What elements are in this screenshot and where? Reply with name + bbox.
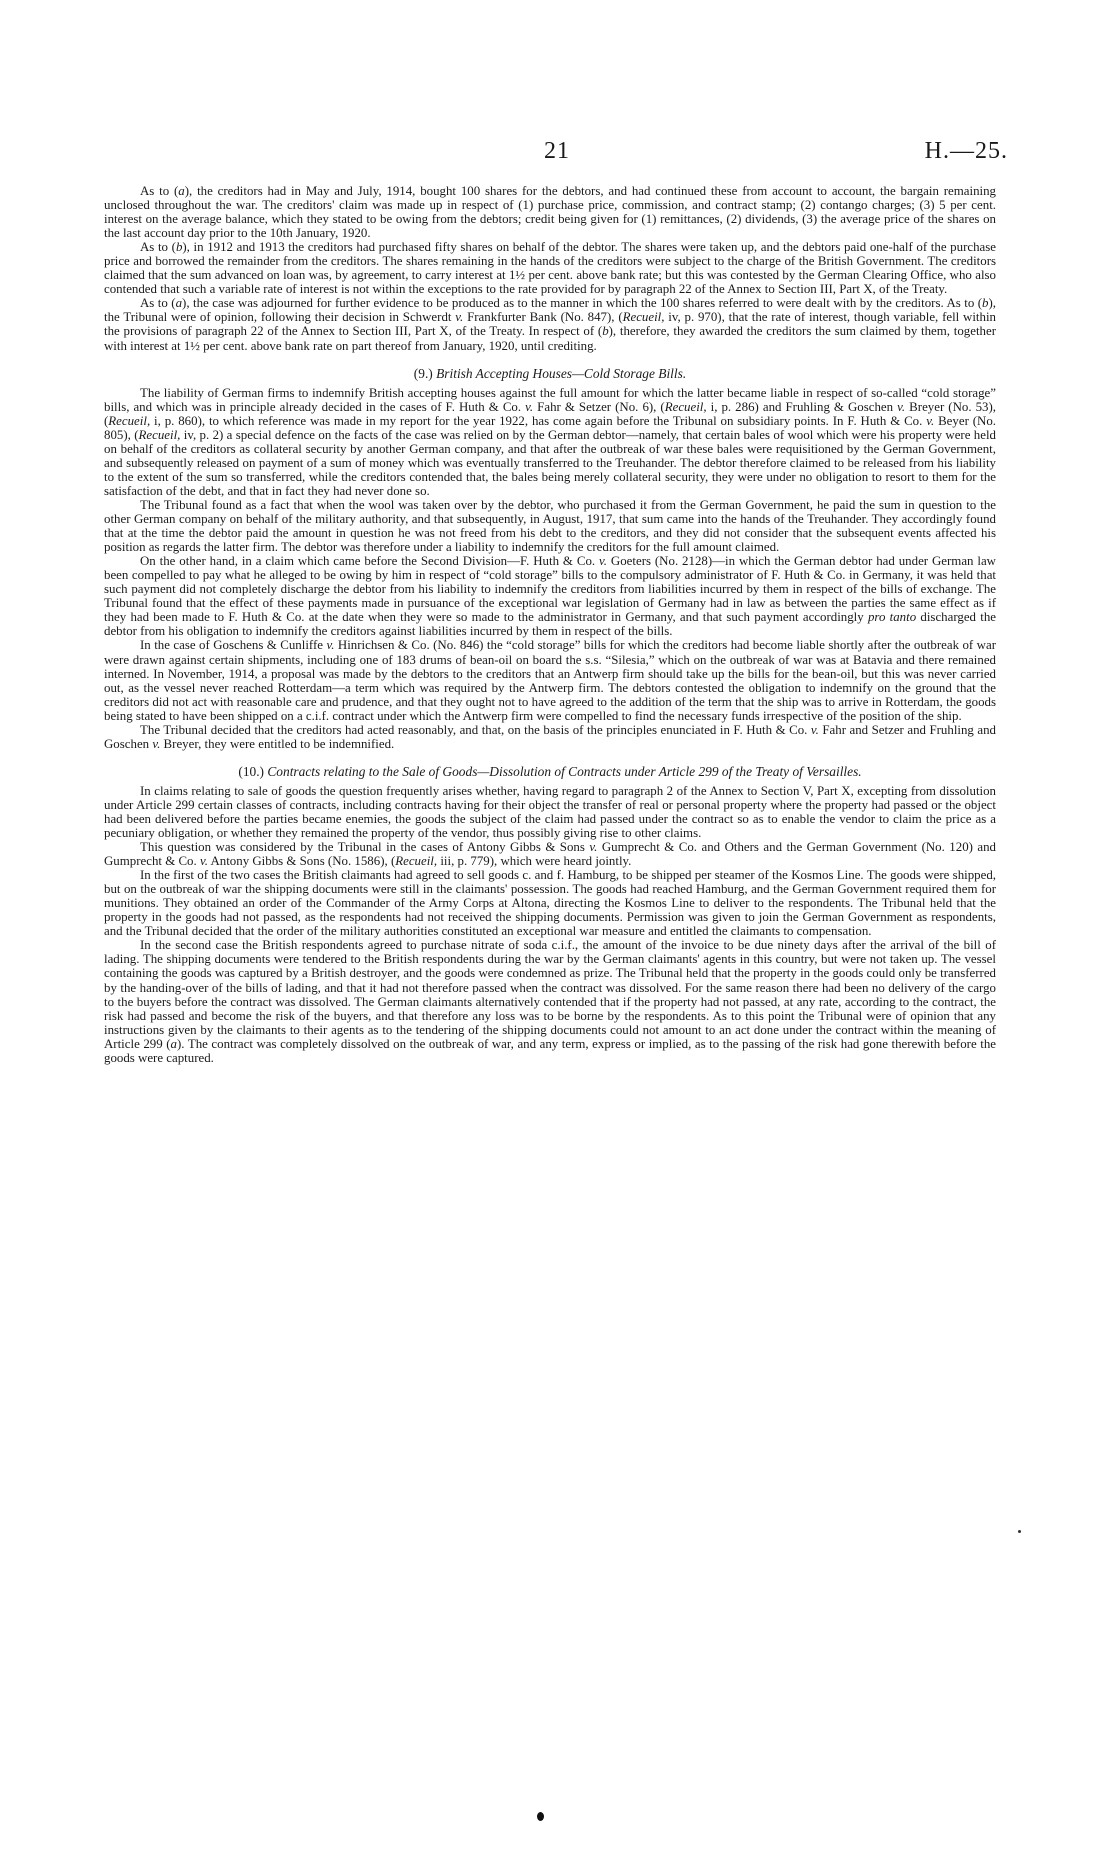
- text-run: Frankfurter Bank (No. 847), (: [463, 310, 623, 325]
- text-run: The Tribunal found as a fact that when the wool was taken over by the debtor, who purchased it from the German Government, he paid the sum in question to the other German company on behalf of the military authority, and that subsequently, in August, 1917, that sum came into the hands of the Treuhander. They accordingly found that at the time the debtor paid the amount in question he was not freed from his debt to the creditors, and they did not consider that the subsequent events affected his position as regards the latter firm. The debtor was therefore under a liability to indemnify the creditors for the full amount claimed.: [104, 497, 996, 555]
- text-run: As to (: [140, 240, 176, 255]
- italic-text: a: [178, 184, 185, 198]
- text-run: This question was considered by the Tribunal in the cases of Antony Gibbs & Sons: [140, 840, 590, 855]
- body-paragraph: [104, 498, 996, 554]
- text-run: Fahr & Setzer (No. 6), (: [533, 399, 665, 414]
- text-run: As to (: [140, 184, 179, 198]
- text-run: ), the case was adjourned for further evidence to be produced as to the manner in which the 100 shares referred to were dealt with by the creditors. As to (: [182, 296, 983, 311]
- italic-text: v.: [199, 854, 208, 869]
- section-number: (9.): [413, 365, 437, 381]
- margin-mark: [1018, 1530, 1021, 1533]
- italic-text: v.: [897, 399, 906, 414]
- italic-text: Recueil,: [138, 427, 181, 442]
- body-paragraph: [104, 840, 996, 868]
- italic-text: v.: [326, 638, 335, 653]
- text-run: In the first of the two cases the British claimants had agreed to sell goods c. and f. Hamburg, to be shipped per steamer of the Kosmos Line. The goods were shipped, but on the outbreak of war the shipping documents were still in the claimants' possession. The goods had reached Hamburg, and the German Government required them for munitions. They obtained an order of the Commander of the Army Corps at Altona, directing the Kosmos Line to deliver to the respondents. The Tribunal held that the property in the goods had not passed, as the respondents had not received the shipping documents. Permission was given to join the German Government as respondents, and the Tribunal decided that the order of the military authorities constituted an exceptional war measure and entitled the claimants to compensation.: [104, 868, 996, 939]
- document-reference: H.—25.: [924, 138, 1008, 164]
- italic-text: Recueil,: [622, 310, 665, 325]
- section-heading: [104, 367, 996, 381]
- bottom-dot-mark: [537, 1812, 544, 1821]
- italic-text: v.: [152, 736, 161, 751]
- body-paragraph: [104, 938, 996, 1064]
- italic-text: b: [175, 240, 183, 255]
- body-paragraph: [104, 868, 996, 938]
- section-title: British Accepting Houses—Cold Storage Bills.: [436, 365, 687, 381]
- italic-text: v.: [810, 722, 819, 737]
- text-run: iii, p. 779), which were heard jointly.: [437, 854, 632, 869]
- italic-text: b: [602, 324, 609, 339]
- text-run: ). The contract was completely dissolved on the outbreak of war, and any term, express or implied, as to the passing of the risk had gone therewith before the goods were captured.: [104, 1036, 996, 1065]
- text-run: Hinrichsen & Co. (No. 846) the “cold storage” bills for which the creditors had become liable shortly after the outbreak of war were drawn against certain shipments, including one of 183 drums of bean-oil on board the s.s. “Silesia,” which on the outbreak of war was at Batavia and there remained interned. In November, 1914, a proposal was made by the debtors to the creditors that an Antwerp firm should take up the bills for the bean-oil, but this was never carried out, as the vessel never reached Rotterdam—a term which was required by the Antwerp firm. The debtors contested the obligation to indemnify on the ground that the creditors did not act with reasonable care and prudence, and that they ought not to have agreed to the addition of the term that the ship was to arrive in Rotterdam, the goods being stated to have been shipped on a c.i.f. contract under which the Antwerp firm were compelled to find the necessary funds irrespective of the position of the ship.: [104, 638, 996, 723]
- text-run: Beyer (No. 805), (: [104, 413, 996, 442]
- page-number: 21: [544, 138, 570, 164]
- text-run: i, p. 286) and Fruhling & Goschen: [706, 399, 898, 414]
- text-run: Gumprecht & Co. and Others and the German Government (No. 120) and Gumprecht & Co.: [104, 840, 997, 869]
- italic-text: a: [170, 1036, 177, 1051]
- text-run: iv, p. 2) a special defence on the facts of the case was relied on by the German debtor—namely, that certain bales of wool which were his property were held on behalf of the creditors as collateral security by another German company, and that after the outbreak of war these bales were requisitioned by the German Government, and subsequently released on payment of a sum of money which was eventually transferred to the Treuhander. The debtor therefore claimed to be released from his liability to the extent of the sum so transferred, while the creditors contended that, the bales being merely collateral security, they were under no obligation to resort to them for the satisfaction of the debt, and that in fact they had never done so.: [104, 427, 996, 498]
- text-run: The Tribunal decided that the creditors had acted reasonably, and that, on the basis of the principles enunciated in F. Huth & Co.: [140, 722, 811, 737]
- italic-text: Recueil,: [395, 854, 438, 869]
- text-run: ), the creditors had in May and July, 1914, bought 100 shares for the debtors, and had continued these from account to account, the bargain remaining unclosed throughout the war. The creditors' claim was made up in respect of (1) purchase price, commission, and contract stamp; (2) contango charges; (3) 5 per cent. interest on the average balance, which they stated to be owing from the debtors; credit being given for (1) remittances, (2) dividends, (3) the average price of the shares on the last account day prior to the 10th January, 1920.: [104, 184, 996, 241]
- body-paragraph: [104, 784, 996, 840]
- body-paragraph: [104, 638, 996, 722]
- text-run: discharged the debtor from his obligation to indemnify the creditors against liabilities incurred by them in respect of the bills.: [104, 610, 997, 639]
- text-run: iv, p. 970), that the rate of interest, though variable, fell within the provisions of paragraph 22 of the Annex to Section III, Part X, of the Treaty. In respect of (: [104, 310, 996, 339]
- body-paragraph: [104, 723, 996, 751]
- italic-text: v.: [525, 399, 534, 414]
- body-paragraph: [104, 554, 996, 638]
- italic-text: Recueil,: [664, 399, 707, 414]
- section-number: (10.): [238, 763, 268, 779]
- text-run: On the other hand, in a claim which came before the Second Division—F. Huth & Co.: [140, 554, 600, 569]
- text-run: Breyer (No. 53), (: [104, 399, 996, 428]
- italic-text: Recueil,: [108, 413, 151, 428]
- italic-text: pro tanto: [867, 610, 917, 625]
- italic-text: v.: [599, 554, 608, 569]
- text-run: i, p. 860), to which reference was made in my report for the year 1922, has come again before the Tribunal on subsidiary points. In F. Huth & Co.: [150, 413, 927, 428]
- body-paragraph: [104, 184, 996, 240]
- text-run: In the case of Goschens & Cunliffe: [140, 638, 327, 653]
- body-paragraph: [104, 240, 996, 296]
- text-run: Breyer, they were entitled to be indemnified.: [160, 736, 395, 751]
- text-run: In the second case the British respondents agreed to purchase nitrate of soda c.i.f., the amount of the invoice to be due ninety days after the arrival of the bill of lading. The shipping documents were tendered to the British respondents during the war by the German claimants' agents in this country, but were not taken up. The vessel containing the goods was captured by a British destroyer, and the goods were condemned as prize. The Tribunal held that the property in the goods could only be transferred by the handing-over of the bills of lading, and that it had not therefore passed when the contract was dissolved. For the same reason there had been no delivery of the cargo to the buyers before the contract was dissolved. The German claimants alternatively contended that if the property had not passed, at any rate, according to the contract, the risk had passed and become the risk of the buyers, and that therefore any loss was to be borne by the respondents. As to this point the Tribunal were of opinion that any instructions given by the claimants to their agents as to the tendering of the shipping documents could not amount to an act done under the contract within the meaning of Article 299 (: [104, 938, 996, 1051]
- section-title: Contracts relating to the Sale of Goods—Dissolution of Contracts under Article 299 of the Treaty of Versailles.: [267, 763, 862, 779]
- text-run: The liability of German firms to indemnify British accepting houses against the full amount for which the latter became liable in respect of so-called “cold storage” bills, and which was in principle already decided in the cases of F. Huth & Co.: [104, 385, 996, 414]
- text-run: Fahr and Setzer and Fruhling and Goschen: [104, 722, 996, 751]
- italic-text: v.: [926, 413, 935, 428]
- italic-text: b: [982, 296, 989, 311]
- text-run: Goeters (No. 2128)—in which the German debtor had under German law been compelled to pay what he alleged to be owing by him in respect of “cold storage” bills to the compulsory administrator of F. Huth & Co. in Germany, it was held that such payment did not completely discharge the debtor from his liability to indemnify the creditors from liabilities incurred by them in respect of the bills of exchange. The Tribunal found that the effect of these payments made in pursuance of the exceptional war legislation of Germany had in law as between the parties the same effect as if they had been made to F. Huth & Co. at the date when they were so made to the administrator in Germany, and that such payment accordingly: [104, 554, 996, 625]
- text-run: In claims relating to sale of goods the question frequently arises whether, having regard to paragraph 2 of the Annex to Section V, Part X, excepting from dissolution under Article 299 certain classes of contracts, including contracts having for their object the transfer of real or personal property where the property had passed or the object had been delivered before the parties became enemies, the goods the subject of the claim had passed under the contract so as to enable the vendor to claim the price as a pecuniary obligation, or whether they remained the property of the vendor, thus possibly giving rise to other claims.: [104, 783, 996, 841]
- section-heading: [104, 765, 996, 779]
- text-run: ), the Tribunal were of opinion, following their decision in Schwerdt: [104, 296, 996, 325]
- text-run: Antony Gibbs & Sons (No. 1586), (: [207, 854, 396, 869]
- text-run: As to (: [140, 296, 176, 311]
- italic-text: v.: [455, 310, 464, 325]
- italic-text: v.: [589, 840, 598, 855]
- body-paragraph: [104, 386, 996, 498]
- body-paragraph: [104, 296, 996, 352]
- text-run: ), in 1912 and 1913 the creditors had purchased fifty shares on behalf of the debtor. The shares were taken up, and the debtors paid one-half of the purchase price and borrowed the remainder from the creditors. The shares remaining in the hands of the creditors were subject to the charge of the British Government. The creditors claimed that the sum advanced on loan was, by agreement, to carry interest at 1½ per cent. above bank rate; but this was contested by the German Clearing Office, who also contended that such a variable rate of interest is not within the exceptions to the rate provided for by paragraph 22 of the Annex to Section III, Part X, of the Treaty.: [104, 240, 996, 297]
- italic-text: a: [175, 296, 183, 311]
- document-body: [104, 184, 996, 1065]
- text-run: ), therefore, they awarded the creditors the sum claimed by them, together with interest at 1½ per cent. above bank rate on part thereof from January, 1920, until crediting.: [104, 324, 996, 353]
